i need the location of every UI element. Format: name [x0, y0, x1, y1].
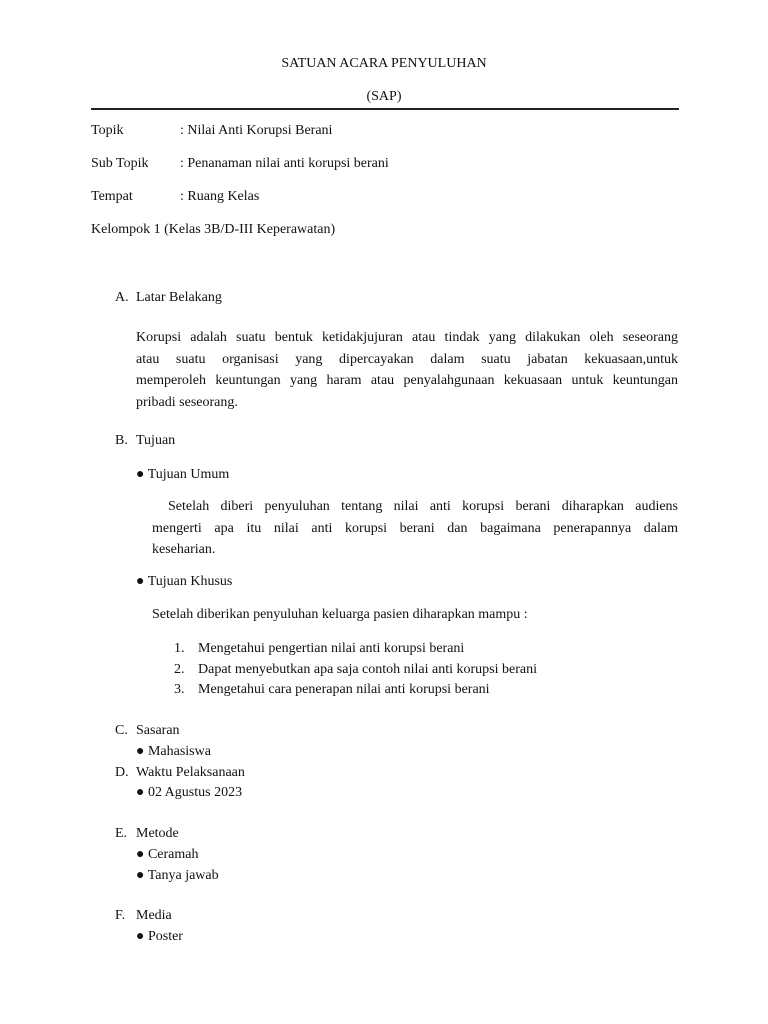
- tujuan-khusus-intro: Setelah diberikan penyuluhan keluarga pasien diharapkan mampu :: [152, 607, 528, 622]
- khusus-item-text: Dapat menyebutkan apa saja contoh nilai anti korupsi berani: [198, 662, 538, 677]
- header-divider: [91, 108, 679, 110]
- section-a-title: Latar Belakang: [136, 290, 222, 305]
- tujuan-khusus-label: ● Tujuan Khusus: [136, 574, 233, 589]
- document-subtitle: (SAP): [366, 89, 402, 104]
- section-a-paragraph: [136, 327, 678, 413]
- metode-item: ● Tanya jawab: [136, 868, 219, 883]
- kelompok-line: Kelompok 1 (Kelas 3B/D-III Keperawatan): [91, 222, 336, 237]
- khusus-item-text: Mengetahui cara penerapan nilai anti korupsi berani: [198, 682, 490, 697]
- waktu-item: ● 02 Agustus 2023: [136, 785, 243, 800]
- section-c-letter: C.: [115, 723, 128, 738]
- sasaran-item: ● Mahasiswa: [136, 744, 211, 759]
- khusus-item-text: Mengetahui pengertian nilai anti korupsi berani: [198, 641, 465, 656]
- info-label-topik: Topik: [91, 123, 124, 138]
- section-b-letter: B.: [115, 433, 128, 448]
- info-label-sub-topik: Sub Topik: [91, 156, 149, 171]
- section-f-title: Media: [136, 908, 172, 923]
- paragraph-line: Setelah diberi penyuluhan tentang nilai anti korupsi berani diharapkan audiens: [168, 499, 678, 514]
- khusus-item-number: 3.: [174, 682, 185, 697]
- info-value-tempat: : Ruang Kelas: [180, 189, 260, 204]
- paragraph-line: memperoleh keuntungan yang haram atau penyalahgunaan kekuasaan untuk keuntungan: [136, 373, 678, 388]
- section-a-letter: A.: [115, 290, 129, 305]
- info-label-tempat: Tempat: [91, 189, 133, 204]
- section-d-letter: D.: [115, 765, 129, 780]
- metode-item: ● Ceramah: [136, 847, 199, 862]
- section-c-title: Sasaran: [136, 723, 180, 738]
- tujuan-umum-paragraph: [152, 496, 678, 561]
- khusus-item-number: 1.: [174, 641, 185, 656]
- info-value-sub-topik: : Penanaman nilai anti korupsi berani: [180, 156, 389, 171]
- paragraph-line: mengerti apa itu nilai anti korupsi berani dan bagaimana penerapannya dalam: [152, 520, 678, 536]
- paragraph-line: Korupsi adalah suatu bentuk ketidakjujuran atau tindak yang dilakukan oleh seseorang: [136, 330, 678, 345]
- paragraph-line: pribadi seseorang.: [136, 394, 238, 410]
- section-f-letter: F.: [115, 908, 126, 923]
- info-value-topik: : Nilai Anti Korupsi Berani: [180, 123, 333, 138]
- section-e-letter: E.: [115, 826, 128, 841]
- media-item: ● Poster: [136, 929, 183, 944]
- section-e-title: Metode: [136, 826, 179, 841]
- tujuan-umum-label: ● Tujuan Umum: [136, 467, 230, 482]
- khusus-item-number: 2.: [174, 662, 185, 677]
- paragraph-line: keseharian.: [152, 542, 216, 557]
- section-d-title: Waktu Pelaksanaan: [136, 765, 245, 780]
- paragraph-line: atau suatu organisasi yang dipercayakan dalam suatu jabatan kekuasaan,untuk: [136, 351, 678, 367]
- document-title: SATUAN ACARA PENYULUHAN: [281, 56, 487, 71]
- section-b-title: Tujuan: [136, 433, 176, 448]
